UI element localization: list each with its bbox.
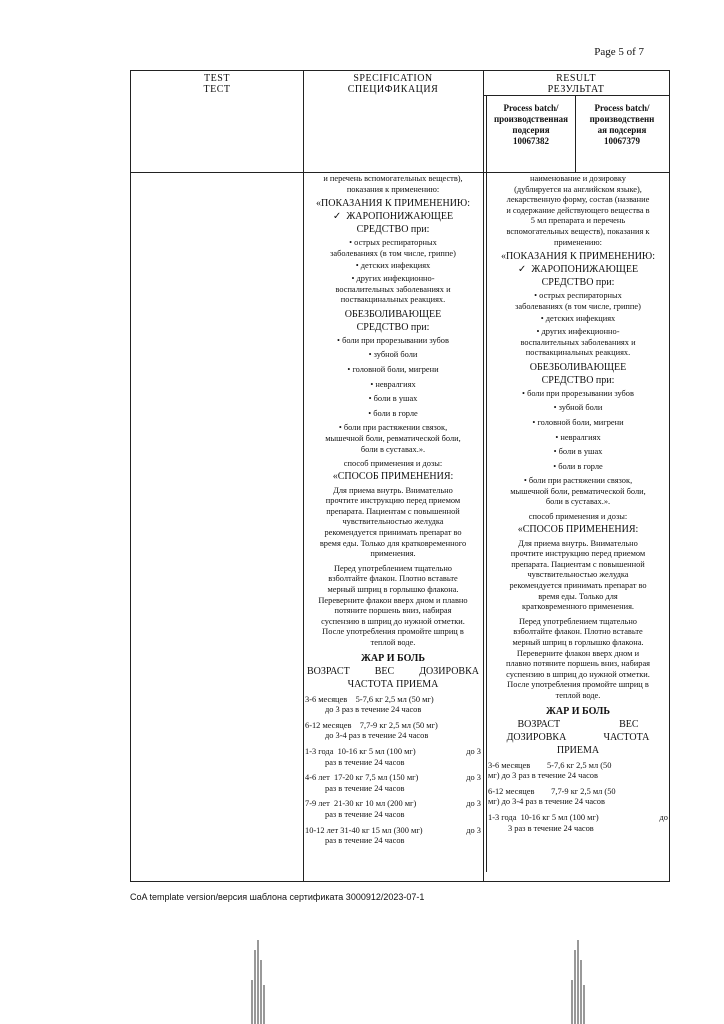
page-number: Page 5 of 7 xyxy=(594,46,644,58)
scan-artifact-right xyxy=(568,940,588,1024)
specification-text: и перечень вспомогательных веществ), показания к применению: «ПОКАЗАНИЯ К ПРИМЕНЕНИЮ: ✓ ЖАРОПОНИЖАЮЩЕЕ СРЕДСТВО при: • острых респираторных заболеваниях (в том числе, гриппе) • детских инфекциях • других инфекционно- воспалительных заболеваниях и поствакцинальных реакциях. ОБЕЗБОЛИВАЮЩЕЕ СРЕДСТВО при: • боли при прорезывании зубов • зубной боли • головной боли, мигрени • невралгиях • боли в ушах • боли в горле • боли при растяжении связок, мышечной боли, ревматической боли, боли в суставах.». способ применения и дозы: «СПОСОБ ПРИМЕНЕНИЯ: Для приема внутрь. Внимательно прочтите инструкцию перед приемом препарата. Пациентам с повышенной чувствительностью желудка рекомендуется принимать препарат во время еды. Только для кратковременного применения. Перед употреблением тщательно взболтайте флакон. Плотно вставьте мерный шприц в горлышко флакона. Переверните флакон вверх дном и плавно потяните поршень вниз, набирая суспензию в шприц до нужной отметки. После употребления промойте шприц в теплой воде. ЖАР И БОЛЬ ВОЗРАСТ ВЕС ДОЗИРОВКА ЧАСТОТА ПРИЕМА 3-6 месяцев 5-7,6 кг 2,5 мл (50 мг) до 3 раз в течение 24 часов 6-12 месяцев 7,7-9 кг 2,5 мл (50 мг) до 3-4 раз в течение 24 часов 1-3 года 10-16 кг 5 мл (100 мг) до 3 раз в течение 24 часов 4-6 лет 17-20 кг 7,5 мл (150 мг) до 3 раз в течение 24 часов 7-9 лет 21-30 кг 10 мл (200 мг) до 3 раз в течение 24 часов 10-12 лет 31-40 кг 15 мл (300 мг) до 3 раз в течение 24 часов xyxy=(305,174,481,846)
batch-2-header: Process batch/ производственн ая подсерия 10067379 xyxy=(589,103,655,146)
result-text: наименование и дозировку (дублируется на английском языке), лекарственную форму, состав (название и содержание действующего вещества в 5 мл препарата и перечень вспомогательных веществ), показания к применению: «ПОКАЗАНИЯ К ПРИМЕНЕНИЮ: ✓ ЖАРОПОНИЖАЮЩЕЕ СРЕДСТВО при: • острых респираторных заболеваниях (в том числе, гриппе) • детских инфекциях • других инфекционно- воспалительных заболеваниях и поствакцинальных реакциях. ОБЕЗБОЛИВАЮЩЕЕ СРЕДСТВО при: • боли при прорезывании зубов • зубной боли • головной боли, мигрени • невралгиях • боли в ушах • боли в горле • боли при растяжении связок, мышечной боли, ревматической боли, боли в суставах.». способ применения и дозы: «СПОСОБ ПРИМЕНЕНИЯ: Для приема внутрь. Внимательно прочтите инструкцию перед приемом препарата. Пациентам с повышенной чувствительностью желудка рекомендуется принимать препарат во время еды. Только для кратковременного применения. Перед употреблением тщательно взболтайте флакон. Плотно вставьте мерный шприц в горлышко флакона. Переверните флакон вверх дном и плавно потяните поршень вниз, набирая суспензию в шприц до нужной отметки. После употребления промойте шприц в теплой воде. ЖАР И БОЛЬ ВОЗРАСТ ВЕС ДОЗИРОВКА ЧАСТОТА ПРИЕМА 3-6 месяцев 5-7,6 кг 2,5 мл (50 мг) до 3 раз в течение 24 часов 6-12 месяцев 7,7-9 кг 2,5 мл (50 мг) до 3-4 раз в течение 24 часов 1-3 года 10-16 кг 5 мл (100 мг) до 3 раз в течение 24 часов xyxy=(488,174,668,833)
check-icon: ✓ xyxy=(517,264,532,276)
template-version-footer: CoA template version/версия шаблона сертификата 3000912/2023-07-1 xyxy=(130,892,425,902)
batch-1-header: Process batch/ производственная подсерия 10067382 xyxy=(493,103,569,146)
specification-header: SPECIFICATION СПЕЦИФИКАЦИЯ xyxy=(347,73,439,95)
check-icon: ✓ xyxy=(332,211,347,223)
test-header: TEST ТЕСТ xyxy=(203,73,231,95)
certificate-table xyxy=(130,70,670,882)
result-header: RESULT РЕЗУЛЬТАТ xyxy=(547,73,605,95)
scan-artifact-left xyxy=(248,940,268,1024)
